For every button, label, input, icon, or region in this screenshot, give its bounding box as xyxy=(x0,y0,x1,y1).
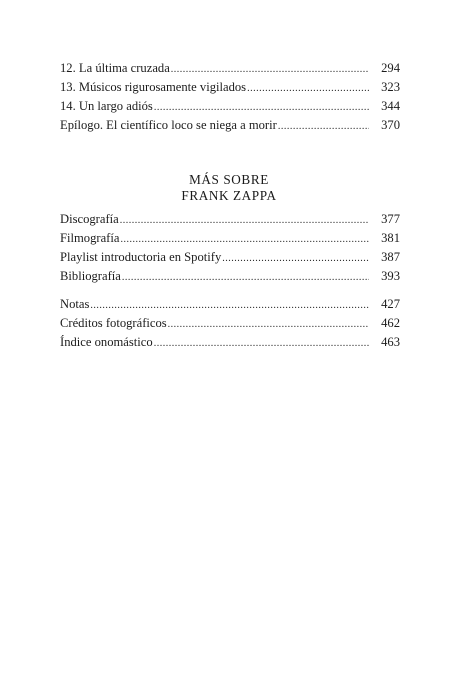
toc-entry xyxy=(60,295,400,314)
toc-entry xyxy=(60,210,400,229)
toc-entry-title: Índice onomástico xyxy=(60,335,153,349)
toc-entry-page: 323 xyxy=(381,80,400,94)
dot-leader xyxy=(120,211,369,230)
toc-entry xyxy=(60,116,400,135)
toc-entry-page: 462 xyxy=(381,316,400,330)
dot-leader xyxy=(90,296,369,315)
toc-entry xyxy=(60,267,400,286)
toc-entry xyxy=(60,59,400,78)
toc-entry-page: 387 xyxy=(381,250,400,264)
dot-leader xyxy=(171,60,369,79)
toc-entry-page: 381 xyxy=(381,231,400,245)
toc-entry-page: 294 xyxy=(381,61,400,75)
toc-entry xyxy=(60,248,400,267)
toc-entry-title: Bibliografía xyxy=(60,269,121,283)
toc-entry-page: 463 xyxy=(381,335,400,349)
toc-entry-title: 13. Músicos rigurosamente vigilados xyxy=(60,80,247,94)
toc-appendix-list xyxy=(60,210,400,286)
toc-entry xyxy=(60,229,400,248)
toc-back-matter-list xyxy=(60,295,400,352)
toc-chapters-list xyxy=(60,59,400,135)
toc-entry xyxy=(60,314,400,333)
dot-leader xyxy=(278,117,369,136)
toc-entry-title: Epílogo. El científico loco se niega a morir xyxy=(60,118,277,132)
toc-entry-title: 12. La última cruzada xyxy=(60,61,170,75)
dot-leader xyxy=(222,249,369,268)
section-heading-line-2: FRANK ZAPPA xyxy=(181,188,277,203)
section-heading-line-1: MÁS SOBRE xyxy=(189,172,269,187)
dot-leader xyxy=(154,98,369,117)
dot-leader xyxy=(154,334,369,353)
toc-entry-page: 370 xyxy=(381,118,400,132)
toc-entry-page: 393 xyxy=(381,269,400,283)
dot-leader xyxy=(120,230,369,249)
toc-entry-title: 14. Un largo adiós xyxy=(60,99,153,113)
toc-entry-page: 377 xyxy=(381,212,400,226)
dot-leader xyxy=(168,315,369,334)
toc-entry xyxy=(60,97,400,116)
toc-entry-page: 427 xyxy=(381,297,400,311)
toc-entry-title: Discografía xyxy=(60,212,119,226)
toc-entry-title: Créditos fotográficos xyxy=(60,316,167,330)
toc-entry-title: Notas xyxy=(60,297,90,311)
toc-entry xyxy=(60,78,400,97)
toc-entry-page: 344 xyxy=(381,99,400,113)
dot-leader xyxy=(247,79,369,98)
toc-entry xyxy=(60,333,400,352)
section-heading xyxy=(0,172,458,204)
toc-entry-title: Filmografía xyxy=(60,231,120,245)
toc-entry-title: Playlist introductoria en Spotify xyxy=(60,250,222,264)
dot-leader xyxy=(122,268,369,287)
